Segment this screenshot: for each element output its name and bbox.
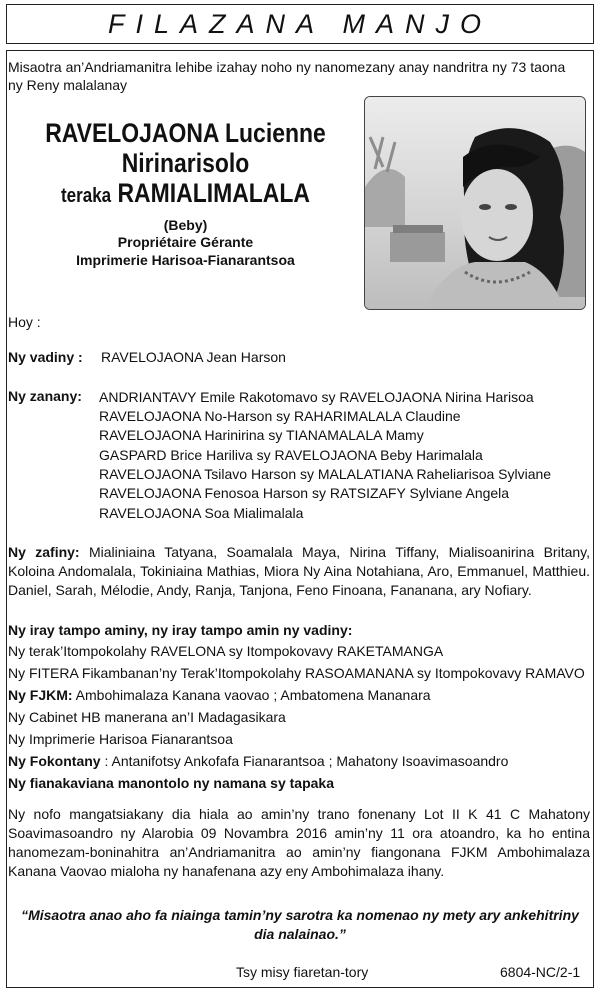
deceased-maiden-line [35,178,337,211]
notice-title: FILAZANA MANJO [107,9,493,39]
maiden-name: RAMIALIMALALA [117,178,310,208]
portrait-image [365,97,585,309]
fjkm-value: Ambohimalaza Kanana vaovao ; Ambatomena Mananara [72,687,431,703]
hoy-label: Hoy : [8,314,41,330]
zanany-label: Ny zanany: [8,388,82,404]
deceased-role-line1: Propriétaire Gérante [117,234,254,250]
family-line: Ny Cabinet HB manerana an’I Madagasikara [8,709,286,725]
zanany-item: RAVELOJAONA Tsilavo Harson sy MALALATIANA Raheliarisoa Sylviane [99,466,552,482]
deceased-name-block [8,118,363,269]
family-line: Ny FITERA Fikambanan’ny Terak’Itompokolahy RASOAMANANA sy Itompokovavy RAMAVO [8,665,585,681]
family-line: Ny fianakaviana manontolo ny namana sy tapaka [8,775,335,791]
vady-value: RAVELOJAONA Jean Harson [101,349,286,365]
zafiny-text: Mialiniaina Tatyana, Soamalala Maya, Nirina Tiffany, Mialisoanirina Britany, Koloina Andomalala, Tokiniaina Mathias, Miora Ny Aina Notahiana, Aro, Emmanuel, Matthieu. Daniel, Sarah, Mélodie, Andy, Ranja, Tanjona, Feno Finoana, Fananana, ary Nofiary. [8,544,591,598]
fjkm-label: Ny FJKM: [8,687,73,703]
family-line: Ny Imprimerie Harisoa Fianarantsoa [8,731,233,747]
deceased-portrait-photo [364,96,586,310]
closing-quote: “Misaotra anao aho fa niainga tamin’ny sarotra ka nomenao ny mety ary ankehitriny dia nalainao.” [21,907,579,942]
funeral-paragraph: Ny nofo mangatsiakany dia hiala ao amin’ny trano fonenany Lot II K 41 C Mahatony Soavimasoandro ny Alarobia 09 Novambra 2016 amin’ny 11 ora atoandro, ka ho entina hanomezam-boninahitra an’Andriamanitra ao amin’ny fiangonana FJKM Ambohimalaza Kanana Vaovao mialoha ny hanafenana azy eny Ambohimalaza ihany. [8,806,590,879]
fokontany-label: Ny Fokontany [8,753,101,769]
notice-header [6,4,594,44]
zanany-item: RAVELOJAONA Harinirina sy TIANAMALALA Mamy [99,427,424,443]
footer-note: Tsy misy fiaretan-tory [236,964,369,980]
deceased-role-line2: Imprimerie Harisoa-Fianarantsoa [76,252,295,268]
deceased-nickname: (Beby) [163,217,208,233]
deceased-name-line2: Nirinarisolo [121,148,250,178]
intro-text: Misaotra an’Andriamanitra lehibe izahay noho ny nanomezany anay nandritra ny 73 taona ny Reny malalanay [8,59,566,93]
vady-label: Ny vadiny : [8,349,83,365]
fjkm-line [8,686,431,704]
zanany-item: ANDRIANTAVY Emile Rakotomavo sy RAVELOJAONA Nirina Harisoa [99,389,534,405]
zafiny-paragraph [8,543,590,600]
fokontany-value: : Antanifotsy Ankofafa Fianarantsoa ; Mahatony Isoavimasoandro [100,753,509,769]
tampo-heading: Ny iray tampo aminy, ny iray tampo amin ny vadiny: [8,622,353,638]
zanany-item: RAVELOJAONA Fenosoa Harson sy RATSIZAFY Sylviane Angela [99,485,510,501]
family-line: Ny terak’Itompokolahy RAVELONA sy Itompokovavy RAKETAMANGA [8,643,444,659]
zanany-item: RAVELOJAONA No-Harson sy RAHARIMALALA Claudine [99,408,461,424]
footer-reference: 6804-NC/2-1 [500,964,581,980]
zafiny-label: Ny zafiny: [8,544,80,560]
zanany-item: GASPARD Brice Hariliva sy RAVELOJAONA Beby Harimalala [99,447,483,463]
deceased-name-line1: RAVELOJAONA Lucienne [45,118,326,148]
teraka-word: teraka [61,185,112,207]
zanany-item: RAVELOJAONA Soa Mialimalala [99,505,304,521]
fokontany-line [8,752,508,770]
